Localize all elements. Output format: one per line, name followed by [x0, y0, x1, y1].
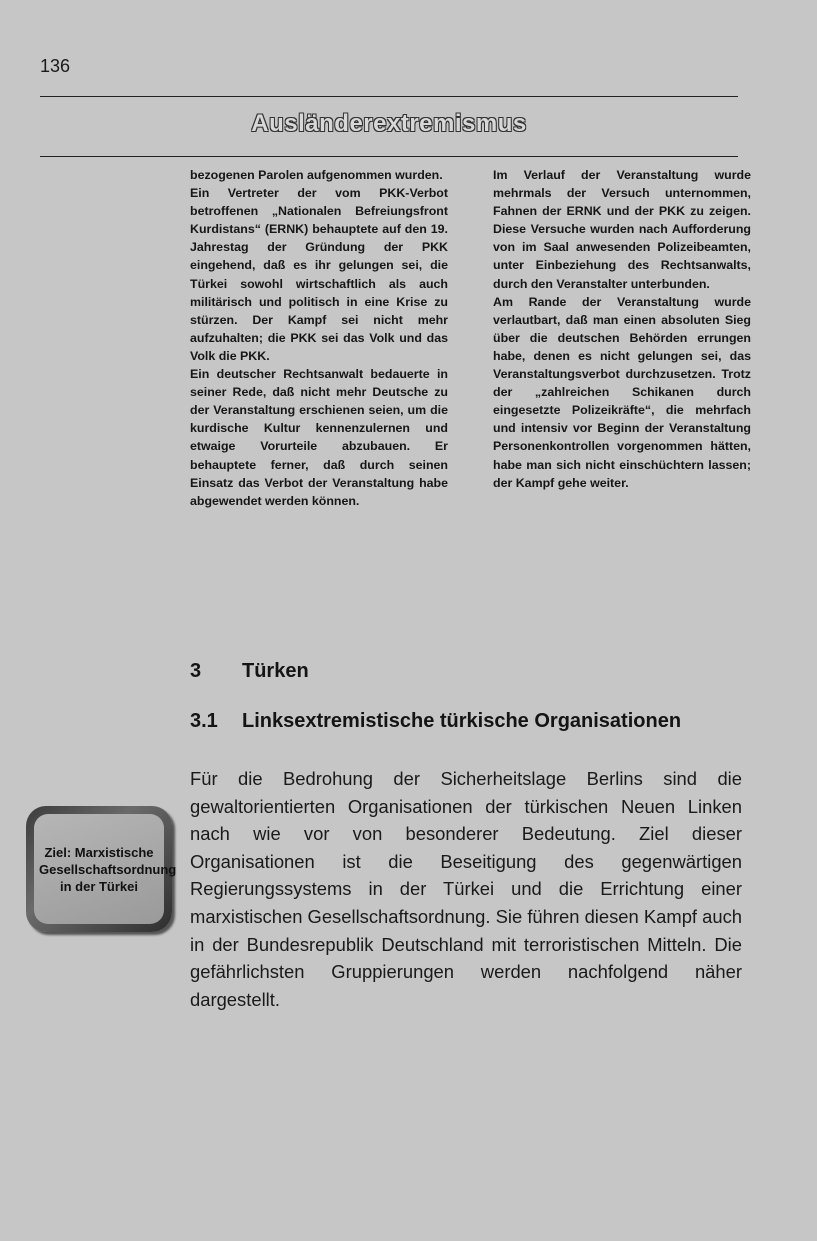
right-paragraph: Am Rande der Veranstaltung wurde verlautbart, daß man einen absoluten Sieg über die deutschen Behörden errungen habe, denen es nicht gelungen sei, das Veranstaltungsverbot durchzusetzen. Trotz der „zahlreichen Schikanen durch eingesetzte Polizeikräfte“, die mehrfach und intensiv vor Beginn der Veranstaltung Personenkontrollen vorgenommen hätten, habe man sich nicht einschüchtern lassen; der Kampf gehe weiter. [493, 294, 751, 490]
right-column [493, 166, 751, 492]
body-paragraph [190, 765, 742, 1013]
page-number: 136 [40, 56, 71, 76]
margin-note-inner [34, 814, 177, 924]
running-title: Ausländerextremismus [251, 110, 527, 137]
right-paragraph: Im Verlauf der Veranstaltung wurde mehrmals der Versuch unternommen, Fahnen der ERNK und der PKK zu zeigen. Diese Versuche wurden nach Aufforderung von im Saal anwesenden Polizeibeamten, unter Einbeziehung des Rechtsanwalts, durch den Veranstalter unterbunden. [493, 168, 751, 291]
section-number: 3 [190, 660, 202, 682]
left-paragraph: Ein Vertreter der vom PKK-Verbot betroffenen „Nationalen Befreiungsfront Kurdistans“ (ERNK) behauptete auf den 19. Jahrestag der Gründung der PKK eingehend, daß es ihr gelungen sei, die Türkei sowohl wirtschaftlich als auch militärisch und politisch in eine Krise zu stürzen. Der Kampf sei nicht mehr aufzuhalten; die PKK sei das Volk und das Volk die PKK. [190, 186, 448, 363]
subsection-number: 3.1 [190, 710, 218, 732]
left-paragraph: bezogenen Parolen aufgenommen wurden. [190, 168, 443, 182]
header-rule-bottom [40, 156, 738, 157]
margin-note-text: Ziel: Marxistische Gesellschaftsordnung in der Türkei [39, 844, 177, 894]
margin-note-box [26, 806, 177, 932]
subsection-heading [190, 710, 681, 733]
header-rule-top [40, 96, 738, 97]
body-text: Für die Bedrohung der Sicherheitslage Berlins sind die gewaltorientierten Organisationen der türkischen Neuen Linken nach wie vor von besonderer Bedeutung. Ziel dieser Organisationen ist die Beseitigung des gegenwärtigen Regierungssystems in der Türkei und die Errichtung einer marxistischen Gesellschaftsordnung. Sie führen diesen Kampf auch in der Bundesrepublik Deutschland mit terroristischen Mitteln. Die gefährlichsten Gruppierungen werden nachfolgend näher dargestellt. [190, 768, 743, 1010]
section-title: Türken [242, 660, 309, 682]
left-column [190, 166, 448, 510]
left-paragraph: Ein deutscher Rechtsanwalt bedauerte in seiner Rede, daß nicht mehr Deutsche zu der Veranstaltung erschienen seien, um die kurdische Kultur kennenzulernen und etwaige Vorurteile abzubauen. Er behauptete ferner, daß durch seinen Einsatz das Verbot der Veranstaltung habe abgewendet werden können. [190, 367, 448, 508]
section-heading [190, 660, 309, 683]
subsection-title: Linksextremistische türkische Organisationen [242, 710, 682, 732]
